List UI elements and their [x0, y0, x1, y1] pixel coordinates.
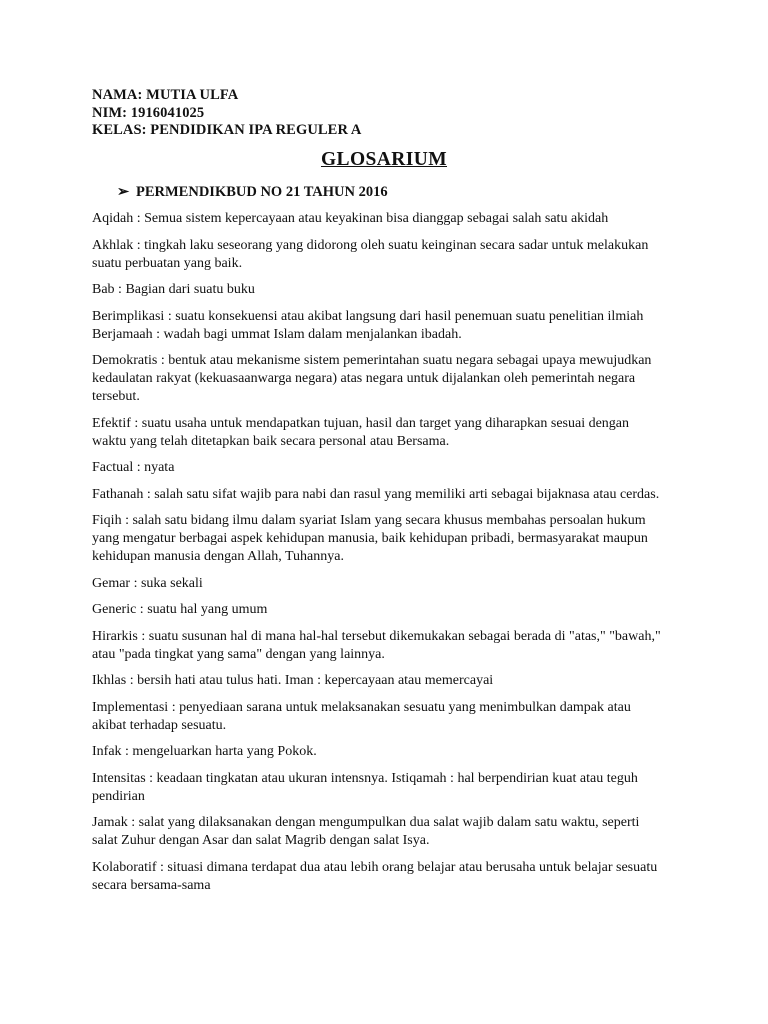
glossary-entry-line: Infak : mengeluarkan harta yang Pokok.: [92, 744, 317, 759]
student-nim: NIM: 1916041025: [92, 104, 205, 121]
glossary-entry-line: Fiqih : salah satu bidang ilmu dalam syariat Islam yang secara khusus membahas persoalan hukum: [92, 513, 646, 528]
glossary-list: [92, 210, 692, 903]
glossary-entry: [92, 699, 692, 735]
section-heading: [117, 184, 388, 201]
glossary-entry-line: Akhlak : tingkah laku seseorang yang didorong oleh suatu keinginan secara sadar untuk melakukan: [92, 237, 649, 253]
glossary-entry-line: Berimplikasi : suatu konsekuensi atau akibat langsung dari hasil penemuan suatu penelitian ilmiah: [92, 308, 644, 324]
glossary-entry-line: pendirian: [92, 788, 145, 804]
glossary-entry-line: Intensitas : keadaan tingkatan atau ukuran intensnya. Istiqamah : hal berpendirian kuat atau teguh: [92, 770, 638, 786]
glossary-entry: [92, 210, 692, 228]
document-title: GLOSARIUM: [320, 149, 448, 170]
glossary-entry: [92, 308, 692, 344]
glossary-entry-line: Aqidah : Semua sistem kepercayaan atau keyakinan bisa dianggap sebagai salah satu akidah: [92, 211, 609, 226]
glossary-entry-line: Ikhlas : bersih hati atau tulus hati. Iman : kepercayaan atau memercayai: [92, 673, 494, 688]
glossary-entry: [92, 486, 692, 504]
glossary-entry-line: yang mengatur berbagai aspek kehidupan manusia, baik kehidupan pribadi, bermasyarakat maupun: [92, 531, 648, 546]
document-title-row: [0, 149, 768, 171]
glossary-entry-line: Bab : Bagian dari suatu buku: [92, 282, 255, 297]
student-name: NAMA: MUTIA ULFA: [92, 87, 239, 103]
glossary-entry-line: Kolaboratif : situasi dimana terdapat dua atau lebih orang belajar atau berusaha untuk belajar sesuatu: [92, 859, 658, 875]
glossary-entry: [92, 281, 692, 299]
glossary-entry-line: Berjamaah : wadah bagi ummat Islam dalam menjalankan ibadah.: [92, 326, 462, 342]
glossary-entry: [92, 770, 692, 806]
glossary-entry-line: suatu perbuatan yang baik.: [92, 255, 243, 271]
glossary-entry: [92, 672, 692, 690]
glossary-entry-line: kehidupan manusia dengan Allah, Tuhannya.: [92, 549, 344, 564]
glossary-entry-line: Fathanah : salah satu sifat wajib para nabi dan rasul yang memiliki arti sebagai bijaknasa atau cerdas.: [92, 486, 660, 502]
glossary-entry-line: Hirarkis : suatu susunan hal di mana hal-hal tersebut dikemukakan sebagai berada di "atas," "bawah,": [92, 628, 661, 644]
arrow-bullet-icon: ➢: [117, 184, 130, 200]
glossary-entry-line: akibat terhadap sesuatu.: [92, 717, 227, 733]
glossary-entry-line: atau "pada tingkat yang sama" dengan yang lainnya.: [92, 646, 385, 662]
student-info: [92, 87, 362, 140]
glossary-entry: [92, 512, 692, 566]
glossary-entry: [92, 415, 692, 451]
glossary-entry: [92, 575, 692, 593]
glossary-entry-line: Jamak : salat yang dilaksanakan dengan mengumpulkan dua salat wajib dalam satu waktu, seperti: [92, 815, 640, 830]
glossary-entry-line: Demokratis : bentuk atau mekanisme sistem pemerintahan suatu negara sebagai upaya mewujudkan: [92, 353, 652, 368]
glossary-entry: [92, 859, 692, 895]
glossary-entry: [92, 814, 692, 850]
glossary-entry: [92, 743, 692, 761]
glossary-entry: [92, 352, 692, 406]
glossary-entry-line: kedaulatan rakyat (kekuasaanwarga negara) atas negara untuk dijalankan oleh pemerintah negara: [92, 371, 636, 386]
glossary-entry-line: Factual : nyata: [92, 460, 175, 475]
glossary-entry-line: Implementasi : penyediaan sarana untuk melaksanakan sesuatu yang menimbulkan dampak atau: [92, 699, 631, 715]
glossary-entry-line: secara bersama-sama: [92, 877, 211, 893]
glossary-entry-line: waktu yang telah ditetapkan baik secara personal atau Bersama.: [92, 433, 450, 449]
glossary-entry: [92, 628, 692, 664]
glossary-entry-line: Generic : suatu hal yang umum: [92, 602, 268, 617]
glossary-entry-line: Efektif : suatu usaha untuk mendapatkan tujuan, hasil dan target yang diharapkan sesuai dengan: [92, 415, 630, 431]
glossary-entry: [92, 459, 692, 477]
glossary-entry: [92, 601, 692, 619]
glossary-entry-line: Gemar : suka sekali: [92, 575, 203, 591]
glossary-entry-line: salat Zuhur dengan Asar dan salat Magrib dengan salat Isya.: [92, 833, 430, 848]
section-heading-text: PERMENDIKBUD NO 21 TAHUN 2016: [136, 184, 388, 200]
glossary-entry: [92, 237, 692, 273]
glossary-entry-line: tersebut.: [92, 389, 140, 404]
student-class: KELAS: PENDIDIKAN IPA REGULER A: [92, 122, 362, 138]
